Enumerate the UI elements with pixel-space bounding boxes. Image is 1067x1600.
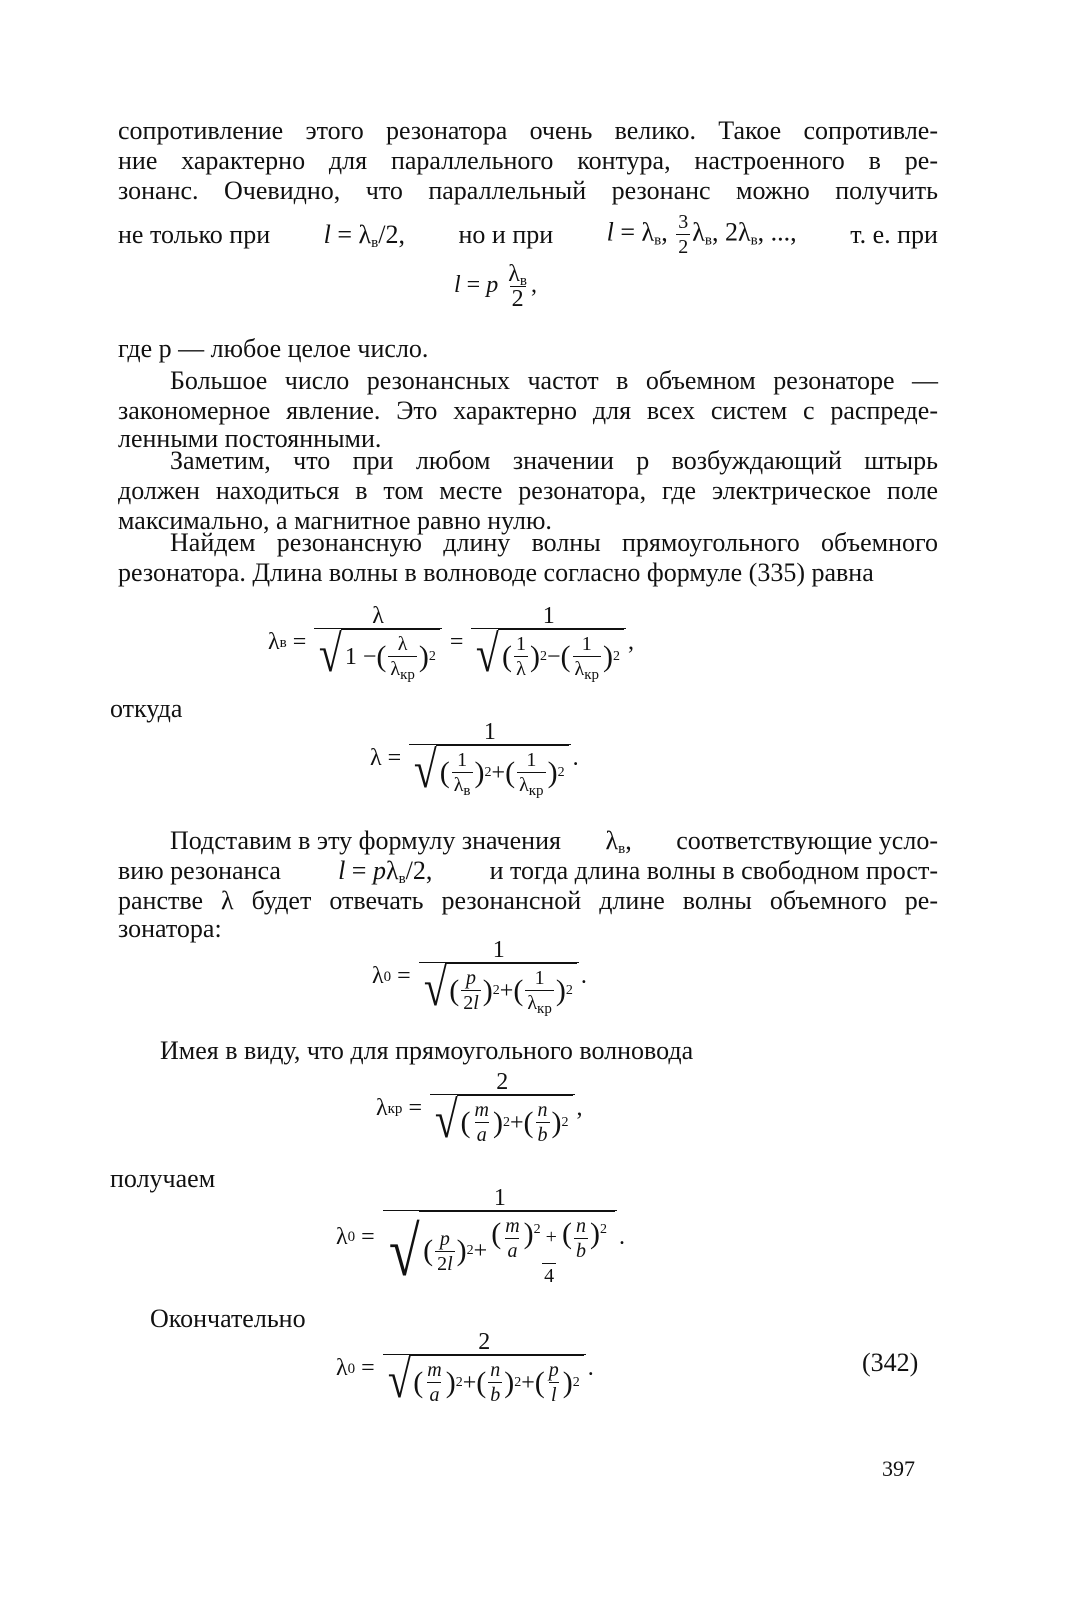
formula-lambda0-second: λ 0 = 1 √ ( $\frac{p}{2l}$ ) 2 + ( $\frac{m}{a}$ )$^2$ + ( $\frac{n}{b}$ )$^2$ 4 .	[336, 1185, 625, 1291]
para5-line1	[170, 826, 938, 856]
formula-lambda-kr: λ кр = 2 √ ( $\frac{m}{a}$ ) 2 + ( $\frac{n}{b}$ ) 2 ,	[376, 1069, 583, 1149]
inline-lambda-v: $\lambda_в$,	[605, 826, 632, 857]
okonchatelno-label: Окончательно	[150, 1304, 306, 1333]
para2-line3: ленными постоянными.	[118, 424, 382, 453]
formula-lambda: λ = 1 √ ( $\frac{1}{\lambda_в}$ ) 2 + ( $\frac{1}{\lambda_{кр}}$ ) 2 .	[370, 719, 579, 799]
page-number: 397	[882, 1456, 915, 1481]
para3-line1-text: Заметим, что при любом значении p возбуждающий штырь	[170, 446, 938, 475]
para5-line2	[118, 856, 938, 886]
para1-line2: ние характерно для параллельного контура, настроенного в ре-	[118, 146, 938, 175]
para5-line3: ранстве λ будет отвечать резонансной длине волны объемного ре-	[118, 886, 938, 915]
para5-line1-b: соответствующие усло-	[676, 826, 938, 855]
para2-line2: закономерное явление. Это характерно для всех систем с распреде-	[118, 396, 938, 425]
formula-l-p: l = p $\frac{\lambda_в}{2}$ ,	[454, 261, 537, 312]
imeya-line: Имея в виду, что для прямоугольного волновода	[160, 1036, 694, 1065]
poluchaem-label: получаем	[110, 1164, 216, 1193]
para1-line4-c: т. е. при	[850, 219, 938, 249]
para4-line1	[118, 528, 938, 558]
equation-number: (342)	[862, 1348, 919, 1377]
para1-line4-b: но и при	[458, 219, 554, 249]
para1-line3: зонанс. Очевидно, что параллельный резонанс можно получить	[118, 176, 938, 205]
para3-line3: максимально, а магнитное равно нулю.	[118, 506, 552, 535]
para3-line2: должен находиться в том месте резонатора, где электрическое поле	[118, 476, 938, 505]
para4-line1-text: Найдем резонансную длину волны прямоугольного объемного	[170, 528, 938, 557]
para4-line2: резонатора. Длина волны в волноводе согласно формуле (335) равна	[118, 558, 874, 587]
inline-formula-l-half: $l = \lambda_в/2$,	[323, 219, 405, 251]
para5-line2-a: вию резонанса	[118, 856, 281, 885]
where-p-line: где p — любое целое число.	[118, 334, 429, 363]
formula-lambda-v: λ в = λ √ 1 − ( $\frac{\lambda}{\lambda_{кр}}$ ) 2 = 1 √ ( $\frac{1}{\lambda}$ ) 2 − ( $\frac{1}{\lambda_{кр}}$ ) 2 ,	[268, 603, 635, 683]
para2-line1	[118, 366, 938, 396]
para2-line1-text: Большое число резонансных частот в объемном резонаторе —	[170, 366, 938, 395]
formula-342: λ 0 = 2 √ ( $\frac{m}{a}$ ) 2 + ( $\frac{n}{b}$ ) 2 + ( $\frac{p}{l}$ ) 2 .	[336, 1329, 594, 1409]
para5-line2-b: и тогда длина волны в свободном прост-	[489, 856, 938, 885]
para1-line4-a: не только при	[118, 219, 271, 249]
para3-line1	[118, 446, 938, 476]
inline-formula-resonance: $l = p\lambda_в/2$,	[338, 856, 433, 887]
formula-lambda0-first: λ 0 = 1 √ ( $\frac{p}{2l}$ ) 2 + ( $\frac{1}{\lambda_{кр}}$ ) 2 .	[372, 937, 587, 1017]
para5-line4: зонатора:	[118, 914, 222, 943]
para1-line1: сопротивление этого резонатора очень велико. Такое сопротивле-	[118, 116, 938, 145]
para1-line4	[118, 210, 938, 259]
para5-line1-a: Подставим в эту формулу значения	[170, 826, 561, 855]
inline-formula-l-list: $l = \lambda_в$, $\frac{3}{2}$ $\lambda_в$, $2\lambda_в$, ...,	[606, 211, 797, 258]
otkuda-label: откуда	[110, 694, 183, 723]
